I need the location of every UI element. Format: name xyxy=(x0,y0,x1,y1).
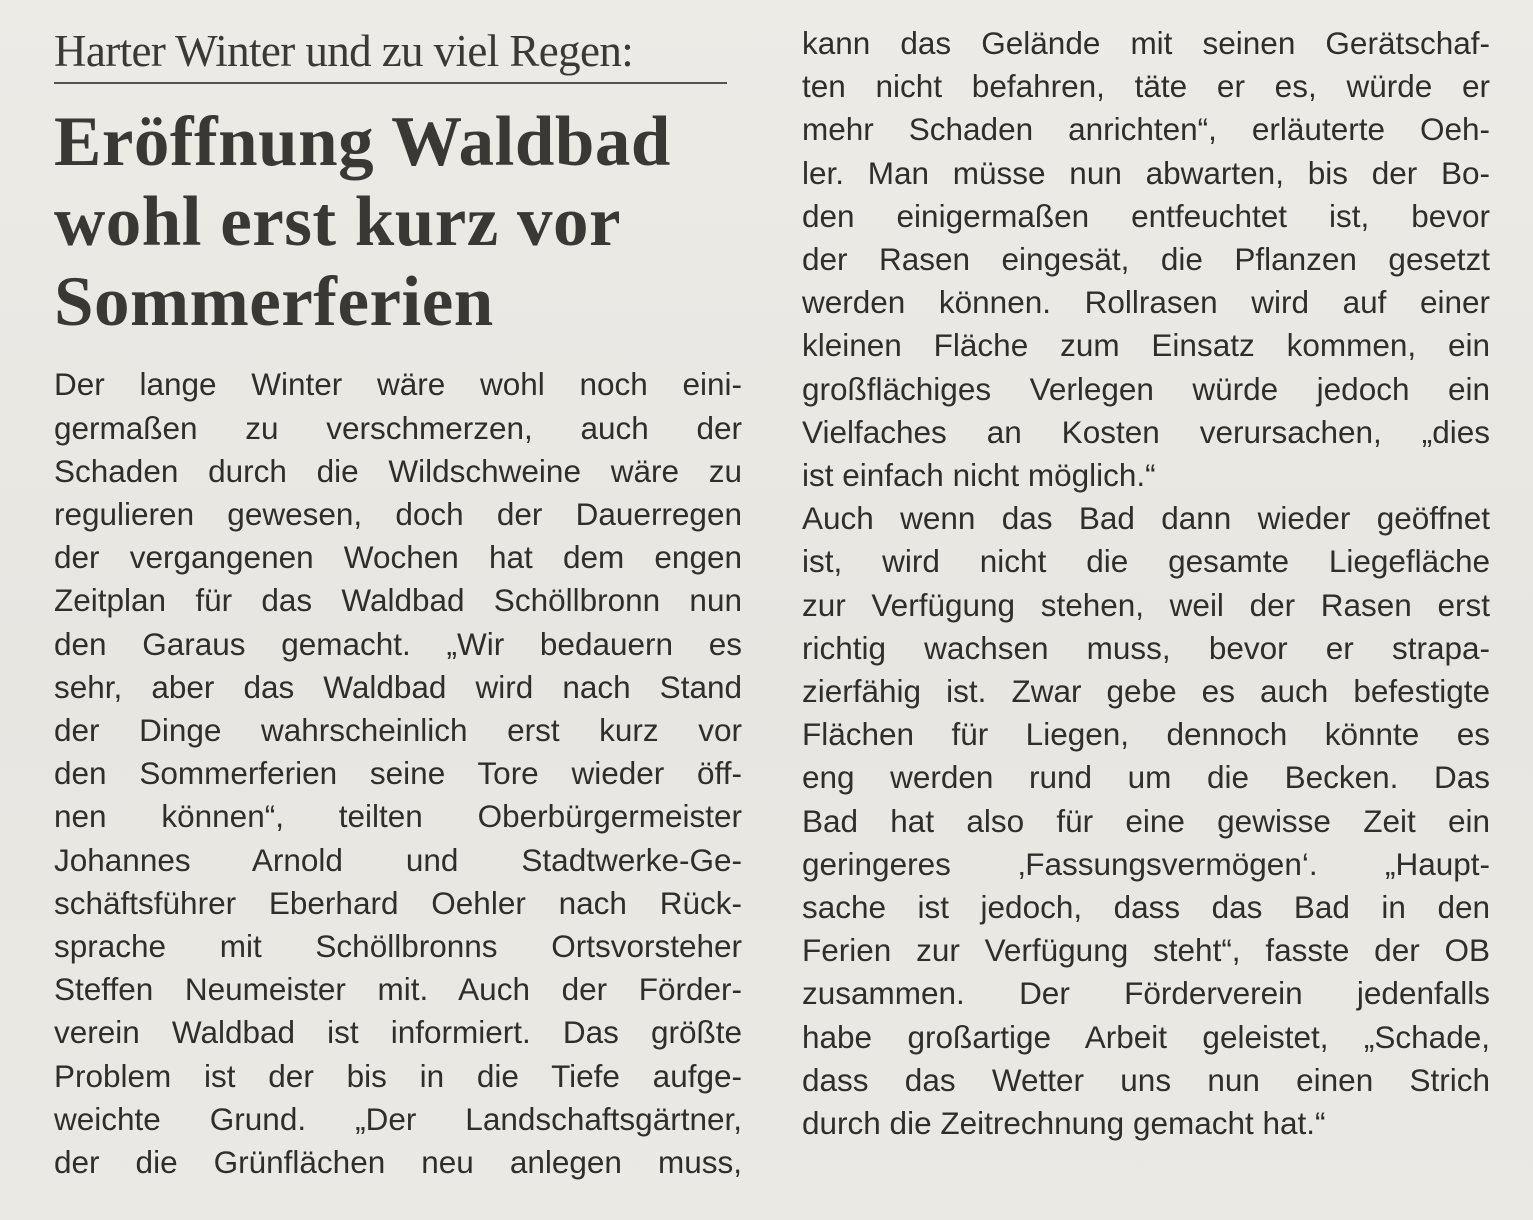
text-line: Problem ist der bis in die Tiefe aufge- xyxy=(54,1057,742,1094)
text-line: sprache mit Schöllbronns Ortsvorsteher xyxy=(54,928,742,965)
article-kicker: Harter Winter und zu viel Regen: xyxy=(54,26,634,76)
text-line: dass das Wetter uns nun einen Strich xyxy=(802,1061,1490,1098)
text-line: Flächen für Liegen, dennoch könnte es xyxy=(802,716,1490,753)
text-line: werden können. Rollrasen wird auf einer xyxy=(802,284,1490,321)
text-line: der die Grünflächen neu anlegen muss, xyxy=(54,1144,742,1181)
text-line: sache ist jedoch, dass das Bad in den xyxy=(802,889,1490,926)
text-line: Johannes Arnold und Stadtwerke-Ge- xyxy=(54,841,742,878)
text-line: regulieren gewesen, doch der Dauerregen xyxy=(54,496,742,533)
text-line: sehr, aber das Waldbad wird nach Stand xyxy=(54,668,742,705)
text-line: schäftsführer Eberhard Oehler nach Rück- xyxy=(54,884,742,921)
text-line: der Rasen eingesät, die Pflanzen gesetzt xyxy=(802,241,1490,278)
text-line: verein Waldbad ist informiert. Das größte xyxy=(54,1014,742,1051)
text-line: geringeres ‚Fassungsvermögen‘. „Haupt- xyxy=(802,845,1490,882)
text-line: Zeitplan für das Waldbad Schöllbronn nun xyxy=(54,582,742,619)
text-line: habe großartige Arbeit geleistet, „Schade, xyxy=(802,1018,1490,1055)
column-right xyxy=(802,22,1490,1145)
text-line: nen können“, teilten Oberbürgermeister xyxy=(54,798,742,835)
text-line: Der lange Winter wäre wohl noch eini- xyxy=(54,366,742,403)
text-line: Schaden durch die Wildschweine wäre zu xyxy=(54,452,742,489)
text-line: den Sommerferien seine Tore wieder öff- xyxy=(54,755,742,792)
headline-line: wohl erst kurz vor xyxy=(54,183,622,261)
text-line: Vielfaches an Kosten verursachen, „dies xyxy=(802,413,1490,450)
text-line: zusammen. Der Förderverein jedenfalls xyxy=(802,975,1490,1012)
text-line: ist einfach nicht möglich.“ xyxy=(802,457,1156,494)
text-line: Steffen Neumeister mit. Auch der Förder- xyxy=(54,971,742,1008)
text-line: mehr Schaden anrichten“, erläuterte Oeh- xyxy=(802,111,1490,148)
article-body-left xyxy=(54,363,742,1184)
article-body-right xyxy=(802,22,1490,1145)
text-line: kleinen Fläche zum Einsatz kommen, ein xyxy=(802,327,1490,364)
text-line: der Dinge wahrscheinlich erst kurz vor xyxy=(54,712,742,749)
text-line: weichte Grund. „Der Landschaftsgärtner, xyxy=(54,1100,742,1137)
text-line: richtig wachsen muss, bevor er strapa- xyxy=(802,629,1490,666)
column-left xyxy=(54,22,742,1184)
article-headline xyxy=(54,102,742,342)
headline-line: Eröffnung Waldbad xyxy=(54,103,671,181)
text-line: Ferien zur Verfügung steht“, fasste der OB xyxy=(802,932,1490,969)
text-line: Auch wenn das Bad dann wieder geöffnet xyxy=(802,500,1490,537)
text-line: den einigermaßen entfeuchtet ist, bevor xyxy=(802,197,1490,234)
text-line: den Garaus gemacht. „Wir bedauern es xyxy=(54,625,742,662)
text-line: germaßen zu verschmerzen, auch der xyxy=(54,409,742,446)
text-line: Bad hat also für eine gewisse Zeit ein xyxy=(802,802,1490,839)
text-line: durch die Zeitrechnung gemacht hat.“ xyxy=(802,1105,1326,1142)
text-line: kann das Gelände mit seinen Gerätschaf- xyxy=(802,25,1490,61)
text-line: der vergangenen Wochen hat dem engen xyxy=(54,539,742,576)
kicker-rule xyxy=(54,82,727,84)
text-line: großflächiges Verlegen würde jedoch ein xyxy=(802,370,1490,407)
text-line: ten nicht befahren, täte er es, würde er xyxy=(802,68,1490,105)
text-line: ist, wird nicht die gesamte Liegefläche xyxy=(802,543,1490,580)
text-line: zierfähig ist. Zwar gebe es auch befestigte xyxy=(802,673,1490,710)
headline-line: Sommerferien xyxy=(54,263,494,341)
text-line: ler. Man müsse nun abwarten, bis der Bo- xyxy=(802,154,1490,191)
text-line: zur Verfügung stehen, weil der Rasen erst xyxy=(802,586,1490,623)
text-line: eng werden rund um die Becken. Das xyxy=(802,759,1490,796)
